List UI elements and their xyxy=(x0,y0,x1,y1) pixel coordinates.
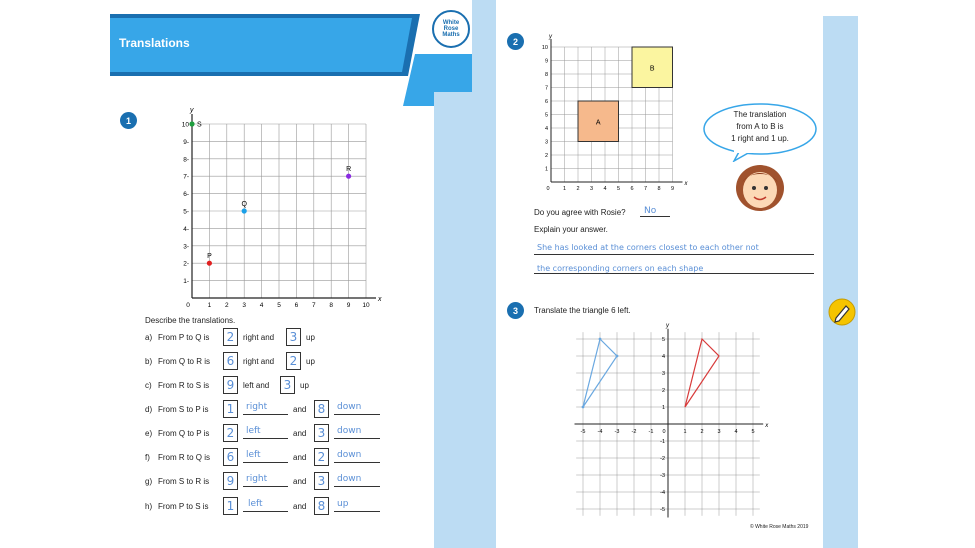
agree-answer-line xyxy=(640,216,670,217)
x-tick-label: 5 xyxy=(277,302,281,309)
y-axis-label: y xyxy=(190,107,194,114)
copyright-text: © White Rose Maths 2019 xyxy=(750,524,809,530)
answer-box[interactable]: 3 xyxy=(314,472,329,490)
row-text: From Q to P is xyxy=(158,429,210,438)
point-label: R xyxy=(346,166,352,174)
bubble-line: from A to B is xyxy=(736,122,784,131)
point-Q xyxy=(242,208,247,213)
speech-bubble-text xyxy=(712,109,808,145)
x-tick-label: 3 xyxy=(717,429,721,435)
x-tick-label: 8 xyxy=(657,186,661,192)
answer-box[interactable]: 6 xyxy=(223,352,238,370)
x-tick-label: 4 xyxy=(603,186,607,192)
explain-answer-line-2: the corresponding corners on each shape xyxy=(537,264,704,273)
answer-box[interactable]: 2 xyxy=(223,328,238,346)
x-tick-label: 0 xyxy=(546,186,550,192)
x-axis-label: x xyxy=(684,181,688,187)
x-tick-label: 2 xyxy=(576,186,580,192)
handwritten-direction: down xyxy=(337,474,362,484)
answer-box[interactable]: 3 xyxy=(314,424,329,442)
left-page-side-strip xyxy=(434,92,472,548)
point-R xyxy=(346,174,351,179)
x-tick-label: 3 xyxy=(242,302,247,309)
row-letter: c) xyxy=(145,381,152,390)
right-page xyxy=(472,0,858,548)
x-tick-label: 6 xyxy=(294,302,299,309)
x-tick-label: -3 xyxy=(614,429,620,435)
answer-line xyxy=(334,511,380,512)
x-tick-label: 9 xyxy=(346,302,351,309)
row-and: and xyxy=(293,405,307,414)
y-tick-label: 1 xyxy=(661,405,665,411)
y-tick-label: 9- xyxy=(183,138,189,146)
y-tick-label: 4- xyxy=(183,225,189,233)
y-tick-label: 10 xyxy=(181,121,189,129)
x-tick-label: 3 xyxy=(589,186,594,192)
x-tick-label: 1 xyxy=(562,186,567,192)
rosie-character-icon xyxy=(734,160,786,212)
handwritten-direction: right xyxy=(246,474,268,484)
y-tick-label: -4 xyxy=(660,490,665,496)
x-axis-label: x xyxy=(378,296,382,303)
row-letter: g) xyxy=(145,477,153,486)
row-letter: e) xyxy=(145,429,153,438)
answer-box[interactable]: 6 xyxy=(223,448,238,466)
header-banner xyxy=(110,14,472,109)
x-tick-label: 1 xyxy=(207,302,212,309)
logo-line: White xyxy=(442,20,460,26)
row-letter: a) xyxy=(145,333,153,342)
row-text: From P to S is xyxy=(158,502,209,511)
answer-line xyxy=(243,486,288,487)
row-end: up xyxy=(300,381,309,390)
answer-box[interactable]: 8 xyxy=(314,400,329,418)
y-tick-label: -3 xyxy=(660,473,665,479)
point-label: Q xyxy=(241,201,247,208)
y-tick-label: 7- xyxy=(183,173,189,181)
y-axis-label: y xyxy=(549,34,552,40)
row-end: up xyxy=(306,333,315,342)
x-tick-label: 5 xyxy=(616,186,621,192)
answer-box[interactable]: 1 xyxy=(223,400,238,418)
answer-box[interactable]: 3 xyxy=(280,376,295,394)
answer-box[interactable]: 8 xyxy=(314,497,329,515)
answer-line xyxy=(243,511,288,512)
y-tick-label: 1- xyxy=(183,278,189,286)
handwritten-direction: down xyxy=(337,402,362,412)
translated-vertex xyxy=(616,355,619,358)
y-tick-label: 4 xyxy=(661,354,665,360)
y-tick-label: 2 xyxy=(544,153,548,159)
y-tick-label: 5- xyxy=(183,208,189,216)
x-tick-label: 2 xyxy=(700,429,704,435)
handwritten-direction: left xyxy=(246,426,261,436)
row-and: and xyxy=(293,477,307,486)
x-tick-label: 7 xyxy=(643,186,648,192)
x-tick-label: -1 xyxy=(648,429,654,435)
answer-box[interactable]: 3 xyxy=(286,328,301,346)
answer-line xyxy=(243,414,288,415)
x-tick-label: 7 xyxy=(311,302,316,309)
q1-coordinate-grid xyxy=(180,98,390,310)
y-tick-label: -2 xyxy=(660,456,665,462)
q1-prompt: Describe the translations. xyxy=(145,316,236,325)
row-mid: right and xyxy=(243,357,275,366)
row-mid: right and xyxy=(243,333,275,342)
row-text: From P to Q is xyxy=(158,333,210,342)
row-letter: f) xyxy=(145,453,150,462)
logo-line: Rose xyxy=(443,26,459,32)
handwritten-direction: right xyxy=(246,402,268,412)
y-axis-label: y xyxy=(666,322,669,329)
y-tick-label: 5 xyxy=(544,112,548,119)
row-text: From S to P is xyxy=(158,405,209,414)
left-page xyxy=(110,0,472,548)
x-tick-label: 4 xyxy=(734,429,738,435)
answer-line xyxy=(534,254,814,255)
x-tick-label: 0 xyxy=(662,429,666,435)
handwritten-direction: up xyxy=(337,499,349,509)
translated-vertex xyxy=(582,406,585,409)
right-page-side-strip xyxy=(823,16,858,548)
row-and: and xyxy=(293,429,307,438)
x-tick-label: 10 xyxy=(362,302,370,309)
question-number-1: 1 xyxy=(120,112,137,129)
row-mid: left and xyxy=(243,381,270,390)
row-text: From R to S is xyxy=(158,381,210,390)
answer-line xyxy=(334,486,380,487)
q2-coordinate-grid xyxy=(537,32,707,194)
row-end: up xyxy=(306,357,315,366)
shape-label: B xyxy=(649,65,655,73)
handwritten-direction: left xyxy=(248,499,263,509)
point-label: S xyxy=(197,121,202,129)
y-tick-label: 2- xyxy=(183,260,189,268)
row-text: From Q to R is xyxy=(158,357,211,366)
x-tick-label: 1 xyxy=(683,429,687,435)
x-tick-label: 0 xyxy=(186,302,190,309)
white-rose-logo xyxy=(432,10,470,48)
point-label: P xyxy=(207,253,212,261)
y-tick-label: 8- xyxy=(183,156,189,164)
y-tick-label: 3- xyxy=(183,243,189,251)
y-tick-label: 7 xyxy=(544,85,548,92)
explain-answer-line-1: She has looked at the corners closest to each other not xyxy=(537,243,759,252)
logo-line: Maths xyxy=(442,32,460,38)
y-tick-label: 2 xyxy=(661,388,665,394)
x-axis-label: x xyxy=(765,423,769,429)
row-and: and xyxy=(293,453,307,462)
handwritten-direction: left xyxy=(246,450,261,460)
agree-question: Do you agree with Rosie? xyxy=(534,208,626,217)
y-tick-label: 6- xyxy=(183,191,189,199)
handwritten-direction: down xyxy=(337,426,362,436)
x-tick-label: 8 xyxy=(329,302,334,309)
q3-prompt: Translate the triangle 6 left. xyxy=(534,306,631,315)
pencil-icon xyxy=(828,298,856,326)
handwritten-direction: down xyxy=(337,450,362,460)
y-tick-label: 10 xyxy=(541,45,548,51)
answer-line xyxy=(243,438,288,439)
answer-line xyxy=(334,414,380,415)
right-page-gutter-strip xyxy=(472,0,496,548)
x-tick-label: 5 xyxy=(751,429,755,435)
answer-box[interactable]: 2 xyxy=(314,448,329,466)
shape-label: A xyxy=(595,119,601,127)
y-tick-label: 3 xyxy=(661,371,665,377)
bubble-line: The translation xyxy=(733,110,787,119)
point-S xyxy=(189,121,194,126)
y-tick-label: 3 xyxy=(544,139,548,146)
answer-box[interactable]: 2 xyxy=(286,352,301,370)
point-P xyxy=(207,261,212,266)
explain-question: Explain your answer. xyxy=(534,225,608,234)
answer-line xyxy=(334,462,380,463)
question-number-2: 2 xyxy=(507,33,524,50)
q3-coordinate-grid xyxy=(570,318,782,522)
x-tick-label: -4 xyxy=(597,429,603,435)
row-and: and xyxy=(293,502,307,511)
x-tick-label: -2 xyxy=(631,429,637,435)
x-tick-label: 6 xyxy=(630,186,634,192)
translated-vertex xyxy=(599,338,602,341)
answer-box[interactable]: 1 xyxy=(223,497,238,515)
row-letter: d) xyxy=(145,405,153,414)
y-tick-label: -1 xyxy=(660,439,665,445)
x-tick-label: 4 xyxy=(259,302,264,309)
y-tick-label: 5 xyxy=(661,337,665,343)
x-tick-label: 9 xyxy=(670,186,675,192)
x-tick-label: 2 xyxy=(224,302,229,309)
row-text: From S to R is xyxy=(158,477,210,486)
y-tick-label: 6 xyxy=(544,99,548,105)
answer-box[interactable]: 9 xyxy=(223,472,238,490)
y-tick-label: 9 xyxy=(544,58,548,65)
row-text: From R to Q is xyxy=(158,453,211,462)
answer-line xyxy=(534,273,814,274)
answer-box[interactable]: 9 xyxy=(223,376,238,394)
y-tick-label: -5 xyxy=(660,507,665,513)
agree-answer: No xyxy=(644,206,657,216)
question-number-3: 3 xyxy=(507,302,524,319)
row-letter: h) xyxy=(145,502,153,511)
y-tick-label: 8 xyxy=(544,72,548,78)
bubble-line: 1 right and 1 up. xyxy=(731,134,789,143)
y-tick-label: 4 xyxy=(544,126,548,132)
row-letter: b) xyxy=(145,357,153,366)
x-tick-label: -5 xyxy=(580,429,586,435)
y-tick-label: 1 xyxy=(544,166,548,173)
page-title: Translations xyxy=(119,36,190,50)
answer-box[interactable]: 2 xyxy=(223,424,238,442)
answer-line xyxy=(334,438,380,439)
answer-line xyxy=(243,462,288,463)
